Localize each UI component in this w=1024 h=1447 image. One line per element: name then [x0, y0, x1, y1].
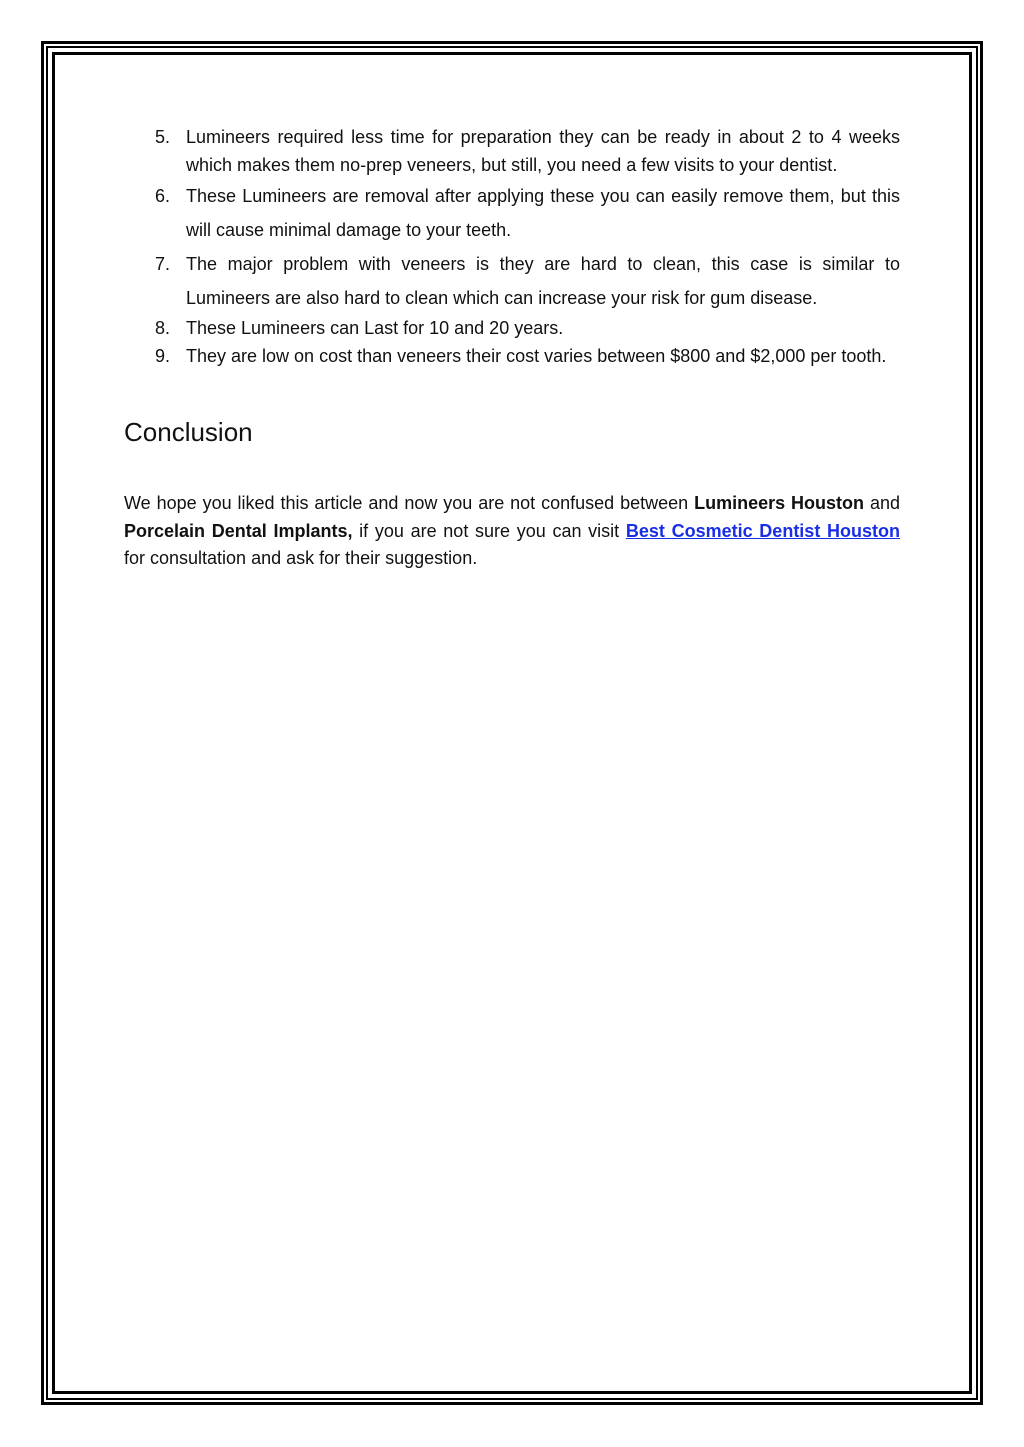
conclusion-and-text: and [864, 493, 900, 513]
list-item-text: These Lumineers are removal after applying these you can easily remove them, but this will cause minimal damage to your teeth. [186, 186, 900, 240]
list-item-text: Lumineers required less time for preparation they can be ready in about 2 to 4 weeks which makes them no-prep veneers, but still, you need a few visits to your dentist. [186, 127, 900, 175]
page-content [124, 124, 900, 573]
list-item-text: They are low on cost than veneers their cost varies between $800 and $2,000 per tooth. [186, 345, 887, 366]
conclusion-intro-text: We hope you liked this article and now you are not confused between [124, 493, 695, 513]
best-cosmetic-dentist-houston-link[interactable]: Best Cosmetic Dentist Houston [625, 520, 900, 541]
list-item-number: 5. [155, 127, 171, 147]
list-item-number: 6. [155, 186, 171, 206]
list-item [124, 124, 900, 179]
keyword-lumineers-houston: Lumineers Houston [694, 493, 865, 513]
keyword-porcelain-dental-implants: Porcelain Dental Implants, [124, 520, 353, 541]
list-item-number: 8. [155, 318, 171, 338]
list-item-text: The major problem with veneers is they are hard to clean, this case is similar to Lumineers are also hard to clean which can increase your risk for gum disease. [186, 254, 900, 308]
list-item-text: These Lumineers can Last for 10 and 20 years. [186, 318, 564, 338]
list-item-number: 9. [155, 345, 171, 366]
list-item [124, 343, 900, 371]
list-item [124, 179, 900, 247]
lumineers-points-list [124, 124, 900, 370]
conclusion-outro-text: for consultation and ask for their suggestion. [124, 548, 478, 568]
list-item [124, 315, 900, 343]
list-item-number: 7. [155, 254, 171, 274]
list-item [124, 247, 900, 315]
conclusion-middle-text: if you are not sure you can visit [352, 520, 626, 541]
conclusion-heading: Conclusion [124, 417, 253, 447]
conclusion-paragraph [124, 490, 900, 573]
